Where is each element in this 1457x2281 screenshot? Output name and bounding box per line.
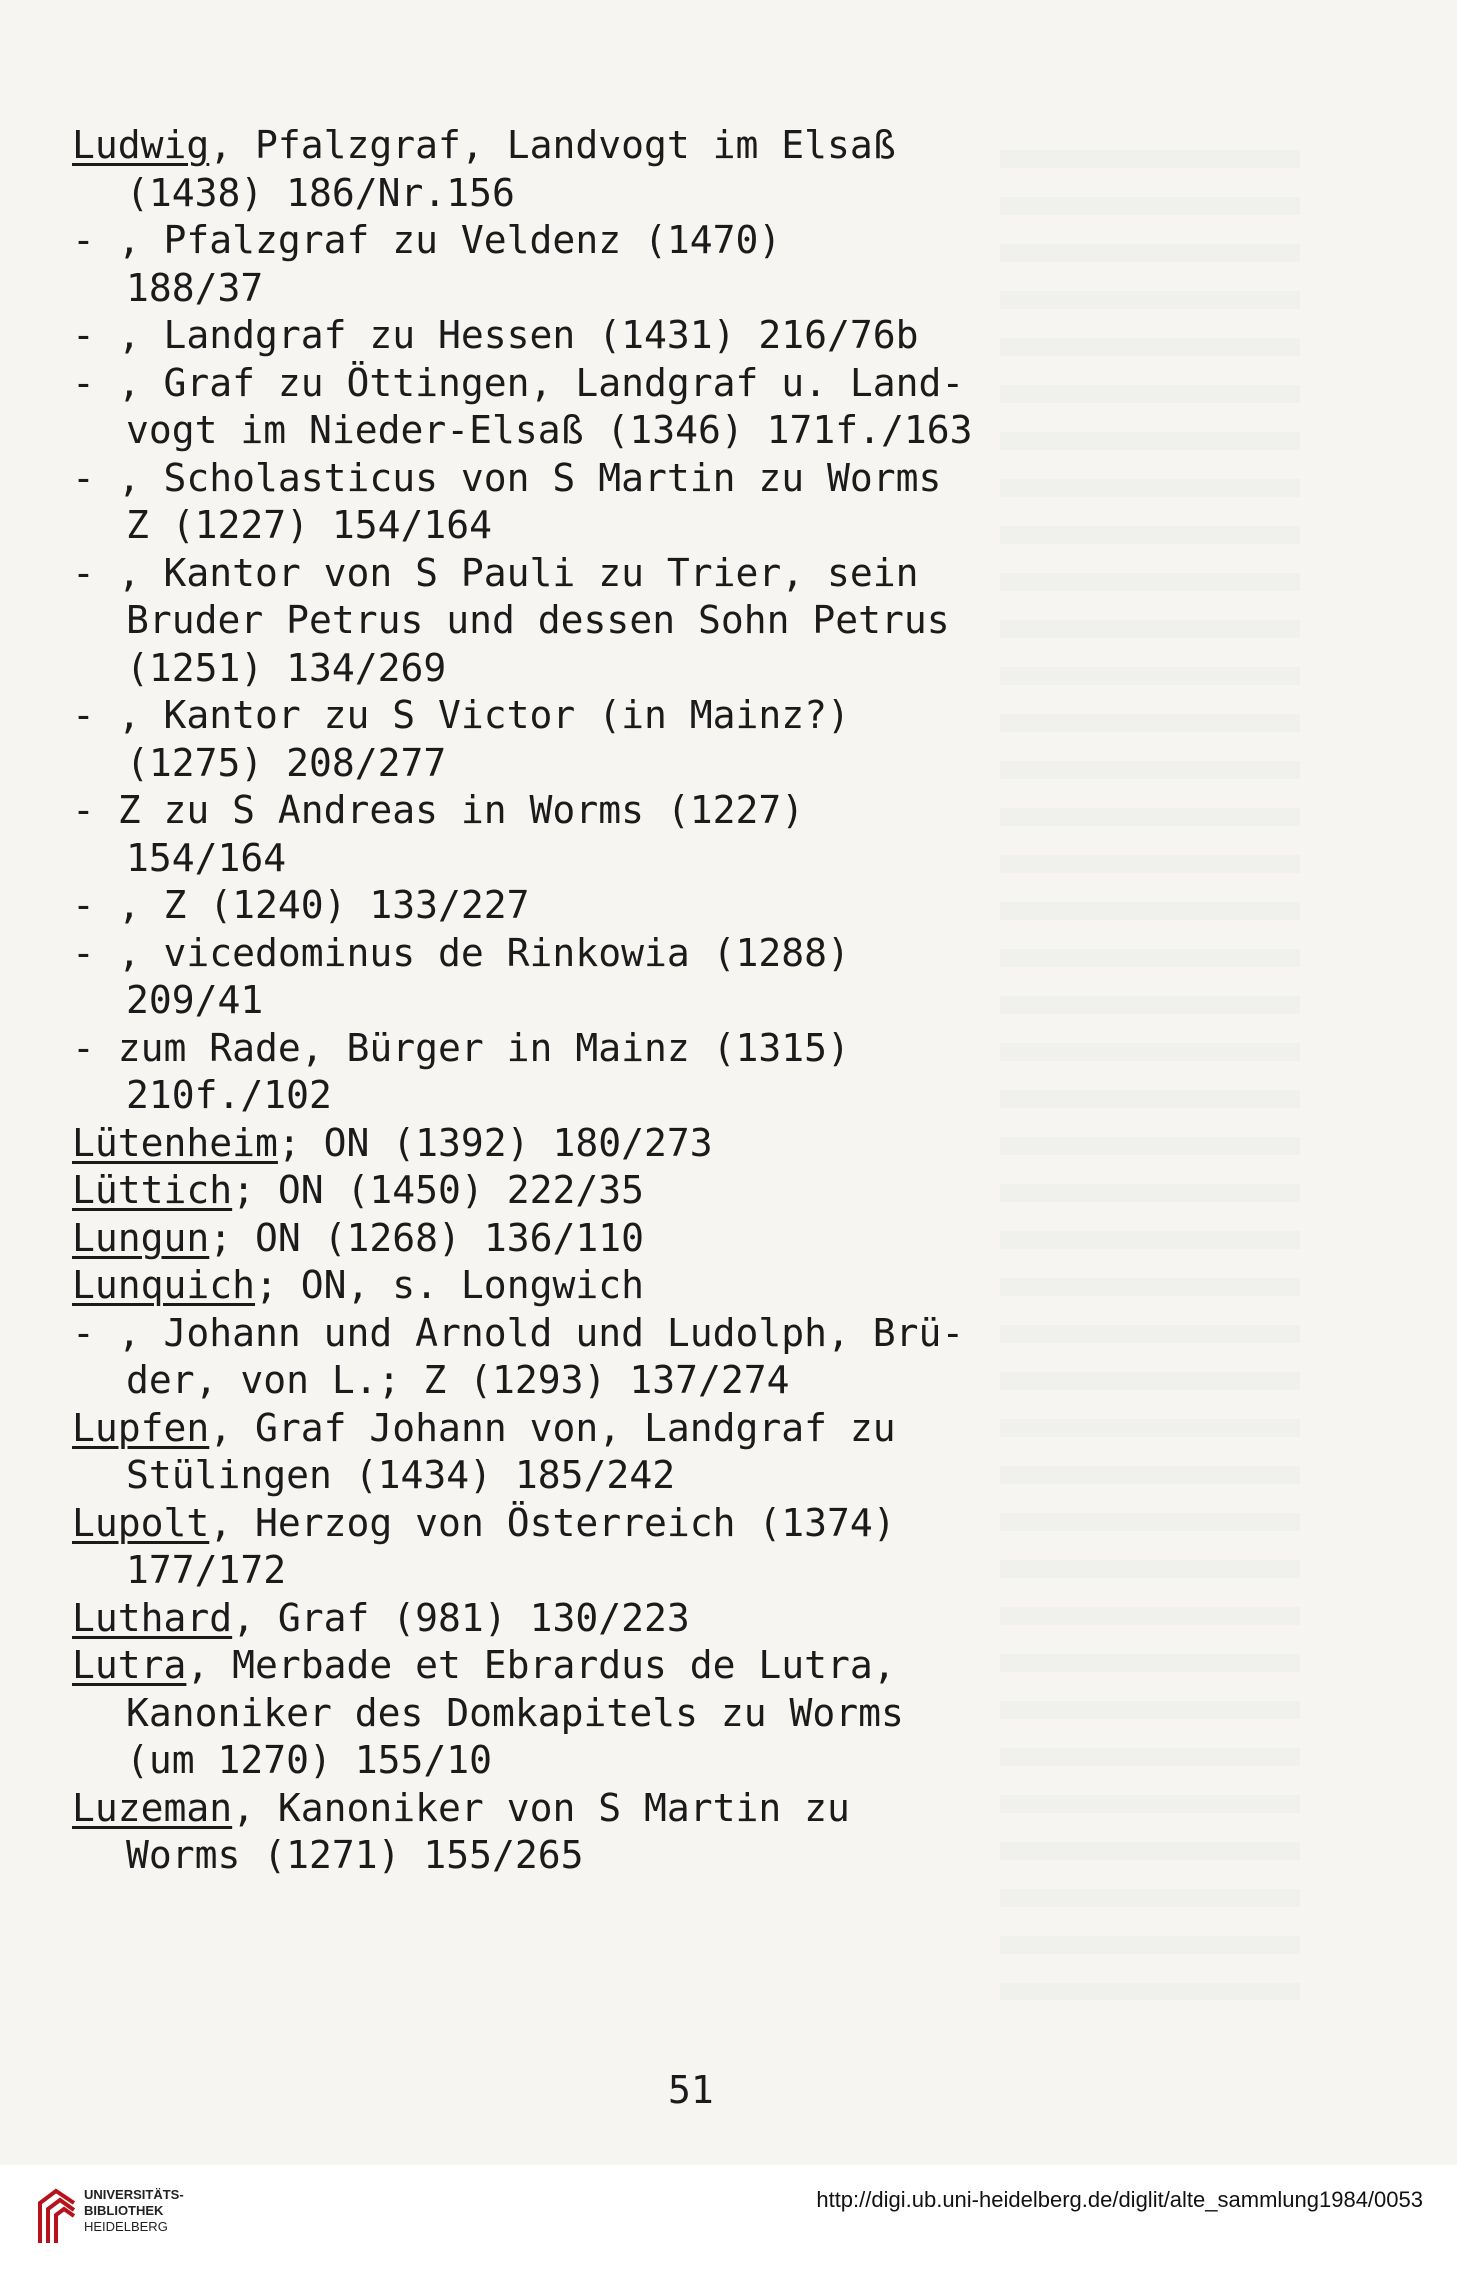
entry-headword: Luzeman [72,1785,233,1830]
page-number: 51 [668,2068,714,2112]
entry-line [72,312,1122,360]
entry-text: ; ON (1268) 136/110 [209,1215,644,1260]
entry-headword: Lupolt [72,1500,210,1545]
entry-line [72,1025,1122,1073]
entry-text: - zum Rade, Bürger in Mainz (1315) [72,1025,850,1070]
entry-line [72,787,1122,835]
entry-line [72,1405,1122,1453]
entry-line [72,1642,1122,1690]
entry-text: (1251) 134/269 [126,645,447,690]
entry-line [72,882,1122,930]
entry-text: - , vicedominus de Rinkowia (1288) [72,930,850,975]
entry-headword: Lutra [72,1643,187,1687]
library-name-line: UNIVERSITÄTS- [84,2187,184,2202]
entry-headword: Luthard [72,1595,233,1640]
entry-line [72,1072,1122,1120]
entry-text: Worms (1271) 155/265 [126,1833,584,1877]
entry-line [72,407,1122,455]
entry-text: - , Kantor zu S Victor (in Mainz?) [72,693,850,737]
entry-text: ; ON, s. Longwich [255,1263,644,1307]
entry-text: 154/164 [126,835,287,880]
entry-line [72,360,1122,408]
index-entries [72,122,1122,1880]
entry-text: 210f./102 [126,1073,332,1117]
entry-line [72,740,1122,788]
entry-line [72,1215,1122,1263]
entry-line [72,1690,1122,1738]
entry-line [72,502,1122,550]
entry-line [72,1832,1122,1880]
entry-line [72,455,1122,503]
entry-text: der, von L.; Z (1293) 137/274 [126,1358,790,1402]
entry-line [72,692,1122,740]
entry-text: (um 1270) 155/10 [126,1738,493,1782]
entry-text: ; ON (1450) 222/35 [232,1168,644,1212]
library-name [84,2187,184,2235]
entry-text: 177/172 [126,1548,287,1592]
entry-text: ; ON (1392) 180/273 [277,1120,713,1165]
entry-text: - , Landgraf zu Hessen (1431) 216/76b [72,313,919,357]
entry-line [72,1167,1122,1215]
entry-text: , Herzog von Österreich (1374) [209,1500,896,1545]
entry-text: - , Graf zu Öttingen, Landgraf u. Land- [72,360,965,405]
entry-line [72,122,1122,170]
library-footer [0,2165,1457,2281]
entry-text: vogt im Nieder-Elsaß (1346) 171f./163 [126,408,973,452]
entry-text: - Z zu S Andreas in Worms (1227) [72,788,805,832]
entry-line [72,597,1122,645]
entry-text: Stülingen (1434) 185/242 [126,1453,676,1497]
entry-text: - , Z (1240) 133/227 [72,883,530,927]
entry-line [72,1310,1122,1358]
library-logo-icon [34,2183,80,2247]
entry-line [72,1785,1122,1833]
entry-line [72,1595,1122,1643]
entry-line [72,1737,1122,1785]
entry-line [72,1500,1122,1548]
entry-text: , Merbade et Ebrardus de Lutra, [186,1643,896,1687]
entry-headword: Lüttich [72,1168,233,1212]
entry-text: 209/41 [126,978,264,1022]
entry-headword: Lungun [72,1215,210,1260]
entry-text: , Graf (981) 130/223 [232,1595,690,1640]
entry-text: - , Pfalzgraf zu Veldenz (1470) [72,218,782,262]
library-name-line: BIBLIOTHEK [84,2203,164,2218]
entry-line [72,265,1122,313]
entry-line [72,835,1122,883]
entry-text: Z (1227) 154/164 [126,503,493,547]
entry-line [72,977,1122,1025]
entry-text: (1275) 208/277 [126,740,447,785]
entry-text: , Pfalzgraf, Landvogt im Elsaß [209,123,896,167]
entry-text: - , Scholasticus von S Martin zu Worms [72,455,942,500]
entry-line [72,1120,1122,1168]
entry-line [72,1547,1122,1595]
entry-text: , Kanoniker von S Martin zu [232,1785,850,1830]
entry-text: - , Johann und Arnold und Ludolph, Brü- [72,1310,965,1355]
entry-headword: Lütenheim [72,1120,278,1165]
entry-line [72,217,1122,265]
entry-text: , Graf Johann von, Landgraf zu [209,1405,896,1450]
library-name-line: HEIDELBERG [84,2219,168,2234]
entry-text: Bruder Petrus und dessen Sohn Petrus [126,598,950,642]
entry-text: 188/37 [126,265,264,310]
entry-line [72,550,1122,598]
entry-text: Kanoniker des Domkapitels zu Worms [126,1690,904,1735]
entry-text: - , Kantor von S Pauli zu Trier, sein [72,550,919,595]
entry-line [72,1452,1122,1500]
source-url[interactable]: http://digi.ub.uni-heidelberg.de/diglit/alte_sammlung1984/0053 [816,2187,1423,2212]
entry-line [72,1357,1122,1405]
entry-line [72,1262,1122,1310]
entry-text: (1438) 186/Nr.156 [126,170,515,215]
entry-headword: Ludwig [72,123,210,167]
entry-line [72,170,1122,218]
entry-line [72,645,1122,693]
entry-line [72,930,1122,978]
entry-headword: Lunquich [72,1263,256,1307]
entry-headword: Lupfen [72,1405,210,1450]
